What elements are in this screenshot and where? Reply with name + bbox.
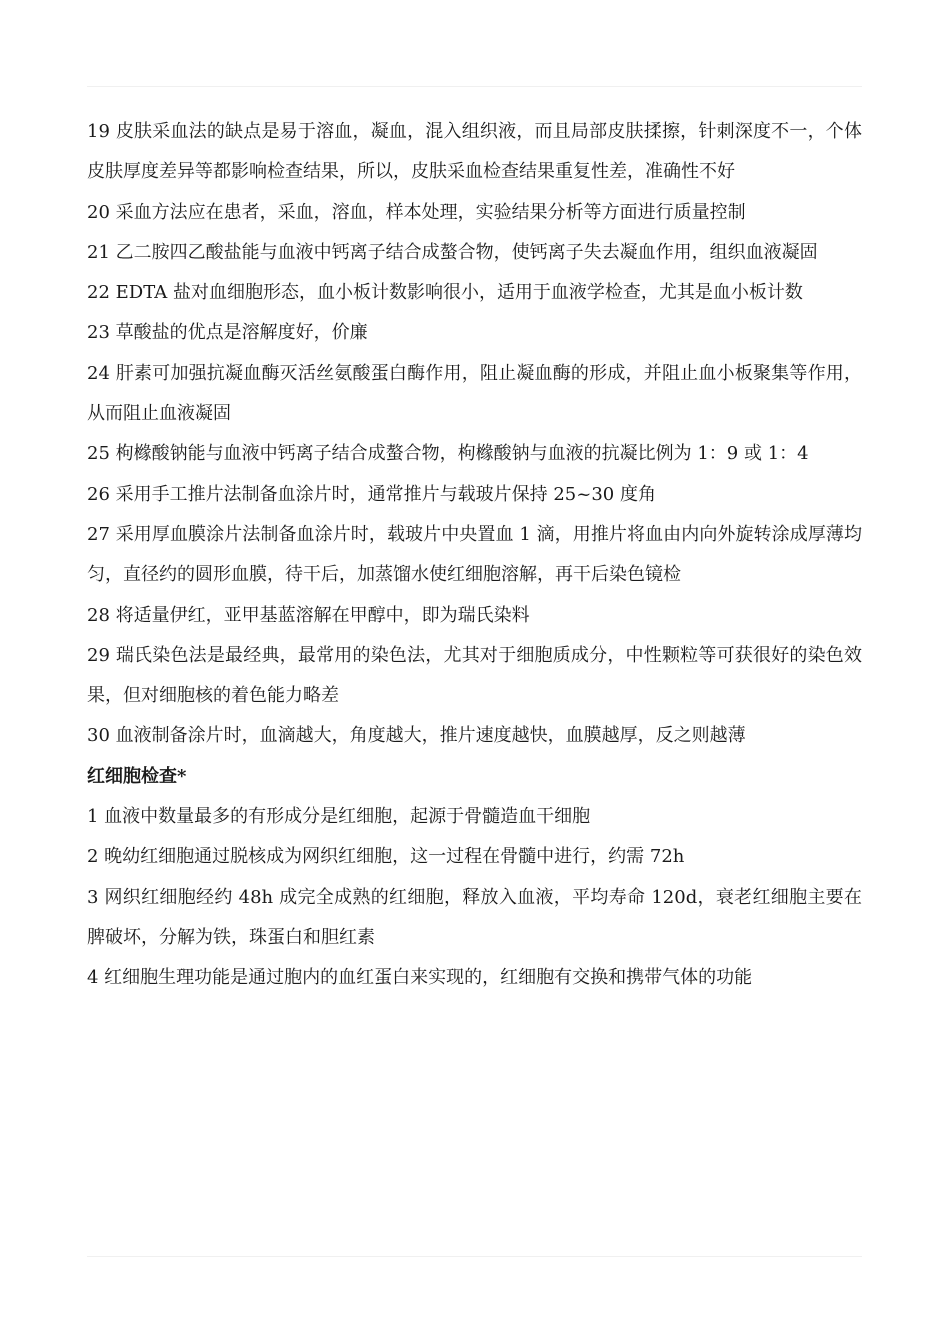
header-divider [87,86,862,87]
list-item-23: 23 草酸盐的优点是溶解度好，价廉 [87,322,368,344]
rbc-item-1: 1 血液中数量最多的有形成分是红细胞，起源于骨髓造血干细胞 [87,806,591,828]
list-item-24: 24 肝素可加强抗凝血酶灭活丝氨酸蛋白酶作用，阻止凝血酶的形成，并阻止血小板聚集等作用，从而阻止血液凝固 [87,362,862,425]
rbc-item-3: 3 网织红细胞经约 48h 成完全成熟的红细胞，释放入血液，平均寿命 120d，衰老红细胞主要在脾破坏，分解为铁，珠蛋白和胆红素 [87,886,862,948]
list-item-28: 28 将适量伊红，亚甲基蓝溶解在甲醇中，即为瑞氏染料 [87,604,530,626]
list-item-27: 27 采用厚血膜涂片法制备血涂片时，载玻片中央置血 1 滴，用推片将血由内向外旋转涂成厚薄均匀，直径约的圆形血膜，待干后，加蒸馏水使红细胞溶解，再干后染色镜检 [87,523,862,586]
list-item-26: 26 采用手工推片法制备血涂片时，通常推片与载玻片保持 25~30 度角 [87,483,656,505]
list-item-30: 30 血液制备涂片时，血滴越大，角度越大，推片速度越快，血膜越厚，反之则越薄 [87,725,746,747]
list-item-21: 21 乙二胺四乙酸盐能与血液中钙离子结合成螯合物，使钙离子失去凝血作用，组织血液凝固 [87,241,818,263]
rbc-item-2: 2 晚幼红细胞通过脱核成为网织红细胞，这一过程在骨髓中进行，约需 72h [87,846,685,868]
list-item-20: 20 采血方法应在患者，采血，溶血，样本处理，实验结果分析等方面进行质量控制 [87,201,746,223]
list-item-19: 19 皮肤采血法的缺点是易于溶血，凝血，混入组织液，而且局部皮肤揉擦，针刺深度不一，个体皮肤厚度差异等都影响检查结果，所以，皮肤采血检查结果重复性差，准确性不好 [87,121,862,183]
footer-divider [87,1256,862,1257]
list-item-22: 22 EDTA 盐对血细胞形态，血小板计数影响很小，适用于血液学检查，尤其是血小板计数 [87,282,803,304]
list-item-29: 29 瑞氏染色法是最经典，最常用的染色法，尤其对于细胞质成分，中性颗粒等可获很好的染色效果，但对细胞核的着色能力略差 [87,644,862,707]
section-heading: 红细胞检查* [87,765,187,787]
list-item-25: 25 枸橼酸钠能与血液中钙离子结合成螯合物，枸橼酸钠与血液的抗凝比例为 1：9 或 1：4 [87,443,809,465]
rbc-item-4: 4 红细胞生理功能是通过胞内的血红蛋白来实现的，红细胞有交换和携带气体的功能 [87,967,753,989]
document-body [87,112,862,999]
